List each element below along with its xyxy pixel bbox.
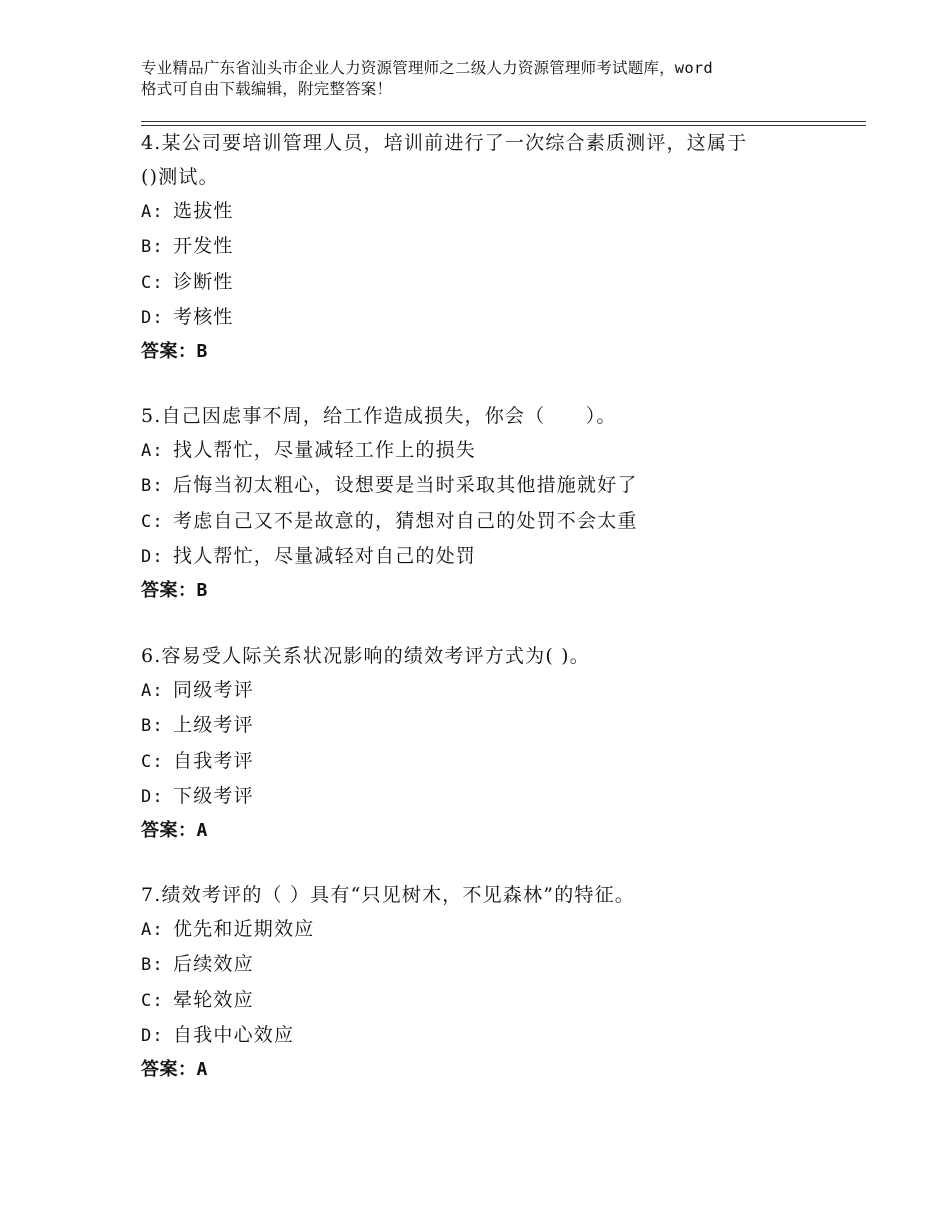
answer-label: 答案： (141, 1059, 197, 1081)
option-key: C: (141, 751, 164, 772)
answer-line (141, 574, 841, 608)
option-text: 找人帮忙，尽量减轻对自己的处罚 (173, 544, 477, 567)
question-stem-line: 4.某公司要培训管理人员，培训前进行了一次综合素质测评，这属于 (141, 132, 748, 154)
answer-label: 答案： (141, 341, 197, 363)
option-a (141, 433, 841, 468)
option-key: B: (141, 476, 164, 497)
option-b (141, 229, 841, 264)
option-key: A: (141, 441, 164, 461)
header-line-2: 格式可自由下载编辑，附完整答案！ (141, 80, 393, 98)
question-7 (141, 878, 841, 1087)
option-text: 上级考评 (173, 714, 254, 737)
option-text: 诊断性 (173, 270, 234, 293)
option-key: D: (141, 1025, 164, 1046)
answer-value: B (196, 341, 208, 363)
option-text: 自我中心效应 (173, 1023, 295, 1046)
option-text: 后悔当初太粗心，设想要是当时采取其他措施就好了 (173, 474, 638, 497)
option-text: 晕轮效应 (173, 988, 254, 1011)
question-stem-line: 5.自己因虑事不周，给工作造成损失，你会（ ）。 (141, 405, 617, 427)
header-divider-top (141, 121, 866, 122)
question-4 (141, 126, 841, 369)
option-d (141, 1018, 841, 1053)
answer-label: 答案： (141, 580, 197, 602)
option-a (141, 912, 841, 947)
option-b (141, 708, 841, 743)
option-b (141, 947, 841, 982)
option-key: B: (141, 237, 164, 258)
question-stem-line: ()测试。 (141, 166, 219, 188)
option-c (141, 744, 841, 779)
option-d (141, 300, 841, 335)
answer-line (141, 814, 841, 848)
option-text: 找人帮忙，尽量减轻工作上的损失 (173, 439, 477, 461)
option-text: 下级考评 (173, 784, 254, 807)
question-6 (141, 639, 841, 848)
option-text: 考虑自己又不是故意的，猜想对自己的处罚不会太重 (173, 509, 638, 532)
option-d (141, 779, 841, 814)
option-key: C: (141, 511, 164, 532)
option-d (141, 539, 841, 574)
option-key: B: (141, 955, 164, 976)
question-stem-line: 6.容易受人际关系状况影响的绩效考评方式为( )。 (141, 645, 590, 667)
option-text: 自我考评 (173, 749, 254, 772)
option-text: 同级考评 (173, 679, 254, 701)
option-c (141, 983, 841, 1018)
option-a (141, 673, 841, 708)
option-c (141, 265, 841, 300)
option-text: 后续效应 (173, 953, 254, 976)
question-5 (141, 399, 841, 608)
option-key: A: (141, 202, 164, 222)
option-a (141, 194, 841, 229)
answer-line (141, 1053, 841, 1087)
option-text: 开发性 (173, 235, 234, 258)
answer-value: A (196, 1059, 208, 1081)
question-stem-line: 7.绩效考评的（ ）具有“只见树木，不见森林”的特征。 (141, 884, 635, 906)
option-c (141, 504, 841, 539)
option-key: C: (141, 990, 164, 1011)
option-key: A: (141, 920, 164, 940)
answer-value: B (196, 580, 208, 602)
option-text: 优先和近期效应 (173, 918, 315, 940)
option-key: B: (141, 716, 164, 737)
option-key: D: (141, 546, 164, 567)
option-key: D: (141, 786, 164, 807)
answer-label: 答案： (141, 820, 197, 842)
option-text: 考核性 (173, 305, 234, 328)
option-key: C: (141, 272, 164, 293)
answer-value: A (196, 820, 208, 842)
answer-line (141, 335, 841, 369)
option-text: 选拔性 (173, 200, 234, 222)
header-line-1: 专业精品广东省汕头市企业人力资源管理师之二级人力资源管理师考试题库，word (141, 59, 713, 77)
option-b (141, 468, 841, 503)
option-key: A: (141, 681, 164, 701)
option-key: D: (141, 307, 164, 328)
document-header (141, 58, 831, 100)
